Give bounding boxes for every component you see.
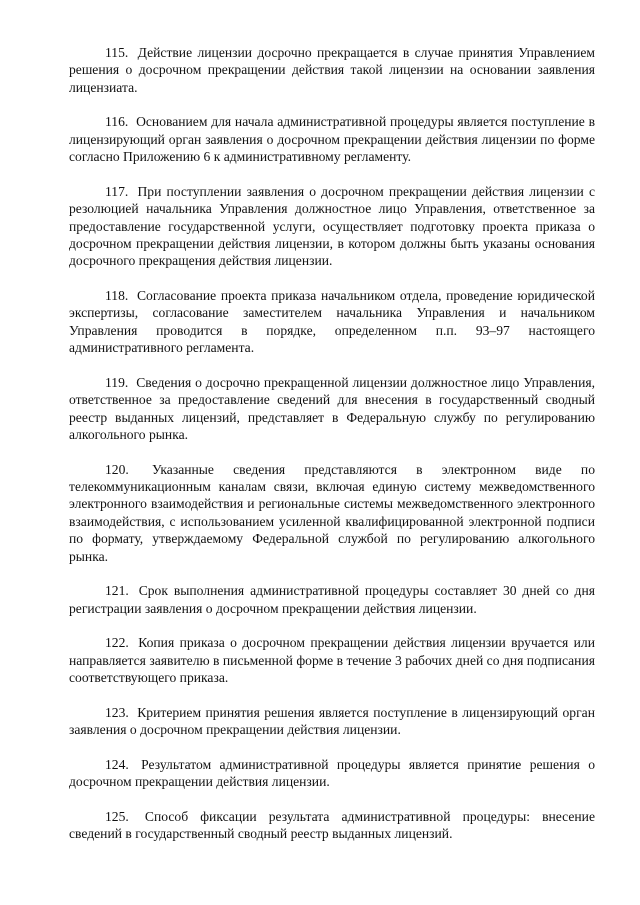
paragraph-text: Согласование проекта приказа начальником отдела, проведение юридической экспертизы, согласование заместителем начальника Управления и начальником Управления проводится в порядке, определенном п.п. 93–97 настоящего административного регламента. — [69, 288, 595, 356]
paragraph-text: Копия приказа о досрочном прекращении действия лицензии вручается или направляется заявителю в письменной форме в течение 3 рабочих дней со дня подписания соответствующего приказа. — [69, 635, 595, 686]
paragraph-number: 123. — [105, 704, 129, 720]
paragraph-number: 125. — [105, 808, 129, 824]
document-page — [69, 44, 595, 860]
paragraph-number: 116. — [105, 114, 129, 130]
paragraph-123 — [69, 704, 595, 739]
paragraph-text: Указанные сведения представляются в электронном виде по телекоммуникационным каналам связи, включая единую систему межведомственного электронного взаимодействия и региональные системы межведомственного электронного взаимодействия, с использованием усиленной квалифицированной электронной подписи по формату, утверждаемому Федеральной службой по регулированию алкогольного рынка. — [69, 461, 595, 564]
paragraph-118 — [69, 287, 595, 357]
paragraph-text: Результатом административной процедуры является принятие решения о досрочном прекращении действия лицензии. — [69, 756, 595, 790]
paragraph-text: Основанием для начала административной процедуры является поступление в лицензирующий орган заявления о досрочном прекращении действия лицензии по форме согласно Приложению 6 к административному регламенту. — [69, 114, 595, 165]
paragraph-117 — [69, 183, 595, 270]
paragraph-text: Критерием принятия решения является поступление в лицензирующий орган заявления о досрочном прекращении действия лицензии. — [69, 704, 595, 738]
paragraph-number: 117. — [105, 183, 129, 199]
paragraph-125 — [69, 808, 595, 843]
paragraph-number: 120. — [105, 461, 129, 477]
paragraph-text: Действие лицензии досрочно прекращается в случае принятия Управлением решения о досрочном прекращении действия такой лицензии на основании заявления лицензиата. — [69, 45, 595, 95]
paragraph-124 — [69, 756, 595, 791]
paragraph-120 — [69, 461, 595, 565]
paragraph-115 — [69, 44, 595, 96]
paragraph-text: При поступлении заявления о досрочном прекращении действия лицензии с резолюцией начальника Управления должностное лицо Управления, ответственное за предоставление государственной услуги, осуществляет подготовку проекта приказа о досрочном прекращении действия лицензии, в котором должны быть указаны основания досрочного прекращения действия лицензии. — [69, 183, 595, 269]
paragraph-number: 121. — [105, 583, 129, 599]
paragraph-number: 115. — [105, 45, 129, 60]
paragraph-121 — [69, 582, 595, 617]
paragraph-text: Сведения о досрочно прекращенной лицензии должностное лицо Управления, ответственное за предоставление сведений для внесения в государственный сводный реестр выданных лицензий, представляет в Федеральную службу по регулированию алкогольного рынка. — [69, 374, 596, 443]
paragraph-number: 124. — [105, 756, 129, 772]
paragraph-number: 119. — [105, 374, 129, 390]
paragraph-116 — [69, 113, 595, 165]
paragraph-122 — [69, 634, 595, 686]
paragraph-119 — [69, 374, 595, 444]
paragraph-number: 118. — [105, 288, 129, 304]
paragraph-number: 122. — [105, 635, 129, 651]
paragraph-text: Срок выполнения административной процедуры составляет 30 дней со дня регистрации заявления о досрочном прекращении действия лицензии. — [69, 583, 595, 616]
paragraph-text: Способ фиксации результата административной процедуры: внесение сведений в государственный сводный реестр выданных лицензий. — [69, 808, 595, 842]
